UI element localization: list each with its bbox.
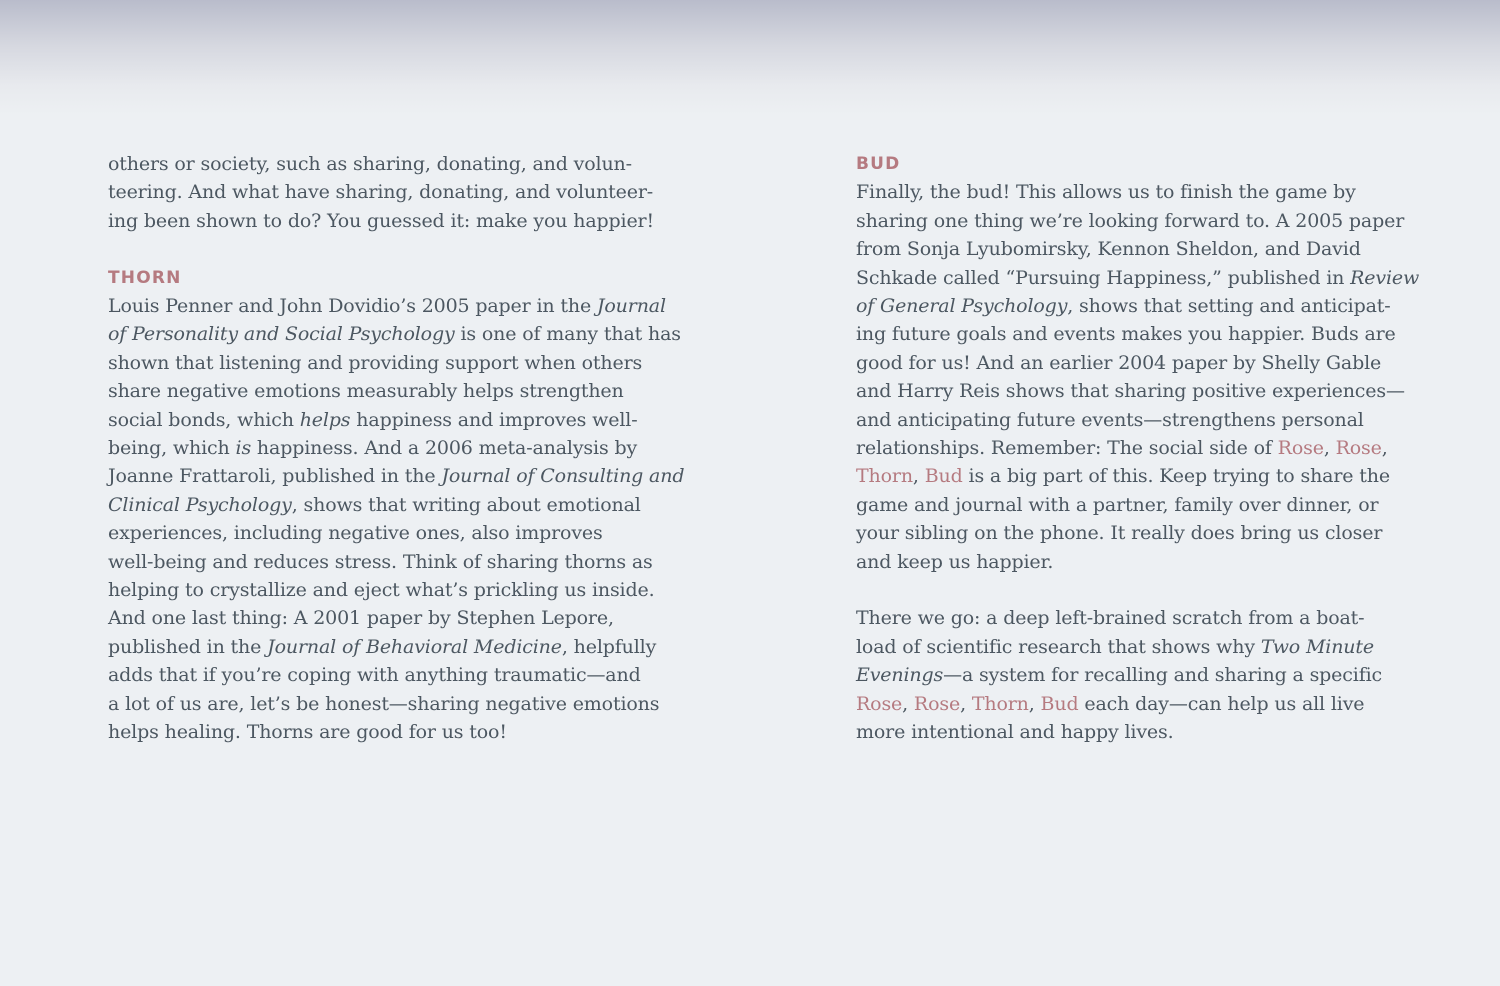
text-segment: well-being and reduces stress. Think of sharing thorns as — [108, 550, 653, 573]
italic-title: helps — [299, 408, 351, 431]
text-line — [856, 491, 1404, 519]
text-segment: load of scientific research that shows why — [856, 635, 1261, 658]
italic-title: of Personality and Social Psychology — [108, 323, 455, 346]
text-line — [856, 661, 1404, 689]
text-segment: is a big part of this. Keep trying to share the — [962, 465, 1390, 488]
right-column — [856, 150, 1420, 747]
text-line — [108, 718, 653, 746]
text-line — [856, 235, 1404, 263]
intro-paragraph — [108, 150, 653, 235]
text-segment: helps healing. Thorns are good for us too! — [108, 721, 507, 744]
text-segment: game and journal with a partner, family over dinner, or — [856, 493, 1379, 516]
text-segment: —a system for recalling and sharing a specific — [943, 664, 1382, 687]
text-segment: , — [1323, 437, 1336, 460]
text-line — [856, 264, 1420, 292]
text-line: teering. And what have sharing, donating, and volunteer- — [108, 181, 654, 204]
text-segment: , — [1028, 692, 1041, 715]
italic-title: Journal of Consulting and — [441, 465, 685, 488]
text-segment: And one last thing: A 2001 paper by Stephen Lepore, — [108, 607, 614, 630]
text-segment: Joanne Frattaroli, published in the — [108, 465, 442, 488]
text-line — [856, 519, 1404, 547]
text-line — [108, 349, 653, 377]
text-segment: adds that if you’re coping with anything traumatic—and — [108, 664, 641, 687]
text-line — [108, 491, 653, 519]
accent-term: Rose — [1335, 437, 1382, 460]
text-line — [856, 718, 1404, 746]
text-line — [856, 207, 1404, 235]
text-segment: experiences, including negative ones, also improves — [108, 522, 603, 545]
text-segment: , — [902, 692, 914, 715]
italic-title: of General Psychology — [856, 295, 1068, 318]
text-line — [108, 548, 653, 576]
left-column — [108, 150, 685, 747]
text-segment: good for us! And an earlier 2004 paper by Shelly Gable — [856, 351, 1382, 374]
text-segment: Louis Penner and John Dovidio’s 2005 paper in the — [108, 295, 597, 318]
accent-term: Rose — [913, 692, 961, 715]
text-segment: Finally, the bud! This allows us to finish the game by — [856, 181, 1356, 204]
text-segment: happiness. And a 2006 meta-analysis by — [251, 437, 638, 460]
accent-term: Thorn — [971, 692, 1029, 715]
text-line — [108, 292, 666, 320]
italic-title: Evenings — [856, 664, 944, 687]
text-segment: ing future goals and events makes you happier. Buds are — [856, 323, 1396, 346]
text-segment: from Sonja Lyubomirsky, Kennon Sheldon, and David — [856, 238, 1361, 261]
italic-title: Review — [1350, 266, 1420, 289]
text-line — [108, 462, 685, 490]
text-segment: and keep us happier. — [856, 550, 1054, 573]
thorn-paragraph — [108, 292, 685, 747]
text-line — [856, 604, 1404, 632]
text-line — [856, 633, 1404, 661]
text-segment: published in the — [108, 635, 268, 658]
text-segment: a lot of us are, let’s be honest—sharing negative emotions — [108, 692, 660, 715]
text-segment: social bonds, which — [108, 408, 300, 431]
text-line — [856, 349, 1404, 377]
text-segment: , — [960, 692, 972, 715]
closing-paragraph — [856, 604, 1404, 746]
text-line — [856, 548, 1404, 576]
text-segment: is one of many that has — [454, 323, 681, 346]
italic-title: is — [235, 437, 252, 460]
text-segment: being, which — [108, 437, 236, 460]
text-line — [108, 604, 653, 632]
text-segment: relationships. Remember: The social side of — [856, 437, 1278, 460]
text-line — [856, 320, 1404, 348]
text-segment: and Harry Reis shows that sharing positive experiences— — [856, 380, 1405, 403]
text-line — [108, 320, 681, 348]
text-segment: , — [912, 465, 925, 488]
text-segment: shown that listening and providing support when others — [108, 351, 643, 374]
text-line — [856, 178, 1404, 206]
accent-term: Rose — [1277, 437, 1324, 460]
text-segment: share negative emotions measurably helps strengthen — [108, 380, 624, 403]
text-segment: and anticipating future events—strengthens personal — [856, 408, 1364, 431]
accent-term: Rose — [856, 692, 903, 715]
text-segment: There we go: a deep left-brained scratch from a boat- — [856, 607, 1365, 630]
italic-title: Clinical Psychology — [108, 493, 292, 516]
text-line — [108, 576, 653, 604]
accent-term: Thorn — [856, 465, 913, 488]
text-segment: your sibling on the phone. It really does bring us closer — [856, 522, 1383, 545]
text-line — [108, 690, 660, 718]
thorn-heading: THORN — [108, 267, 182, 288]
text-segment: helping to crystallize and eject what’s prickling us inside. — [108, 579, 655, 602]
text-segment: , shows that setting and anticipat- — [1067, 295, 1391, 318]
bud-paragraph — [856, 178, 1420, 576]
text-line — [856, 406, 1404, 434]
text-segment: each day—can help us all live — [1078, 692, 1365, 715]
top-shadow — [0, 0, 1500, 115]
text-line — [856, 292, 1404, 320]
italic-title: Journal — [596, 295, 666, 318]
text-line — [856, 690, 1404, 718]
text-line — [108, 633, 657, 661]
text-line — [856, 434, 1404, 462]
text-line — [108, 434, 653, 462]
text-segment: , helpfully — [561, 635, 657, 658]
text-segment: , shows that writing about emotional — [291, 493, 641, 516]
text-line — [108, 519, 653, 547]
text-line: others or society, such as sharing, donating, and volun- — [108, 153, 632, 175]
text-line — [108, 377, 653, 405]
bud-heading: BUD — [856, 154, 901, 174]
text-line — [108, 406, 653, 434]
text-line: ing been shown to do? You guessed it: make you happier! — [108, 209, 654, 232]
text-line — [108, 661, 653, 689]
text-line — [856, 377, 1404, 405]
italic-title: Journal of Behavioral Medicine — [267, 635, 562, 658]
text-segment: happiness and improves well- — [350, 408, 638, 431]
text-segment: more intentional and happy lives. — [856, 721, 1174, 744]
text-segment: , — [1381, 437, 1388, 460]
text-segment: sharing one thing we’re looking forward to. A 2005 paper — [856, 209, 1405, 232]
text-line — [856, 462, 1404, 490]
text-segment: Schkade called “Pursuing Happiness,” published in — [856, 266, 1351, 289]
accent-term: Bud — [1040, 692, 1079, 715]
accent-term: Bud — [924, 465, 963, 488]
italic-title: Two Minute — [1260, 635, 1374, 658]
